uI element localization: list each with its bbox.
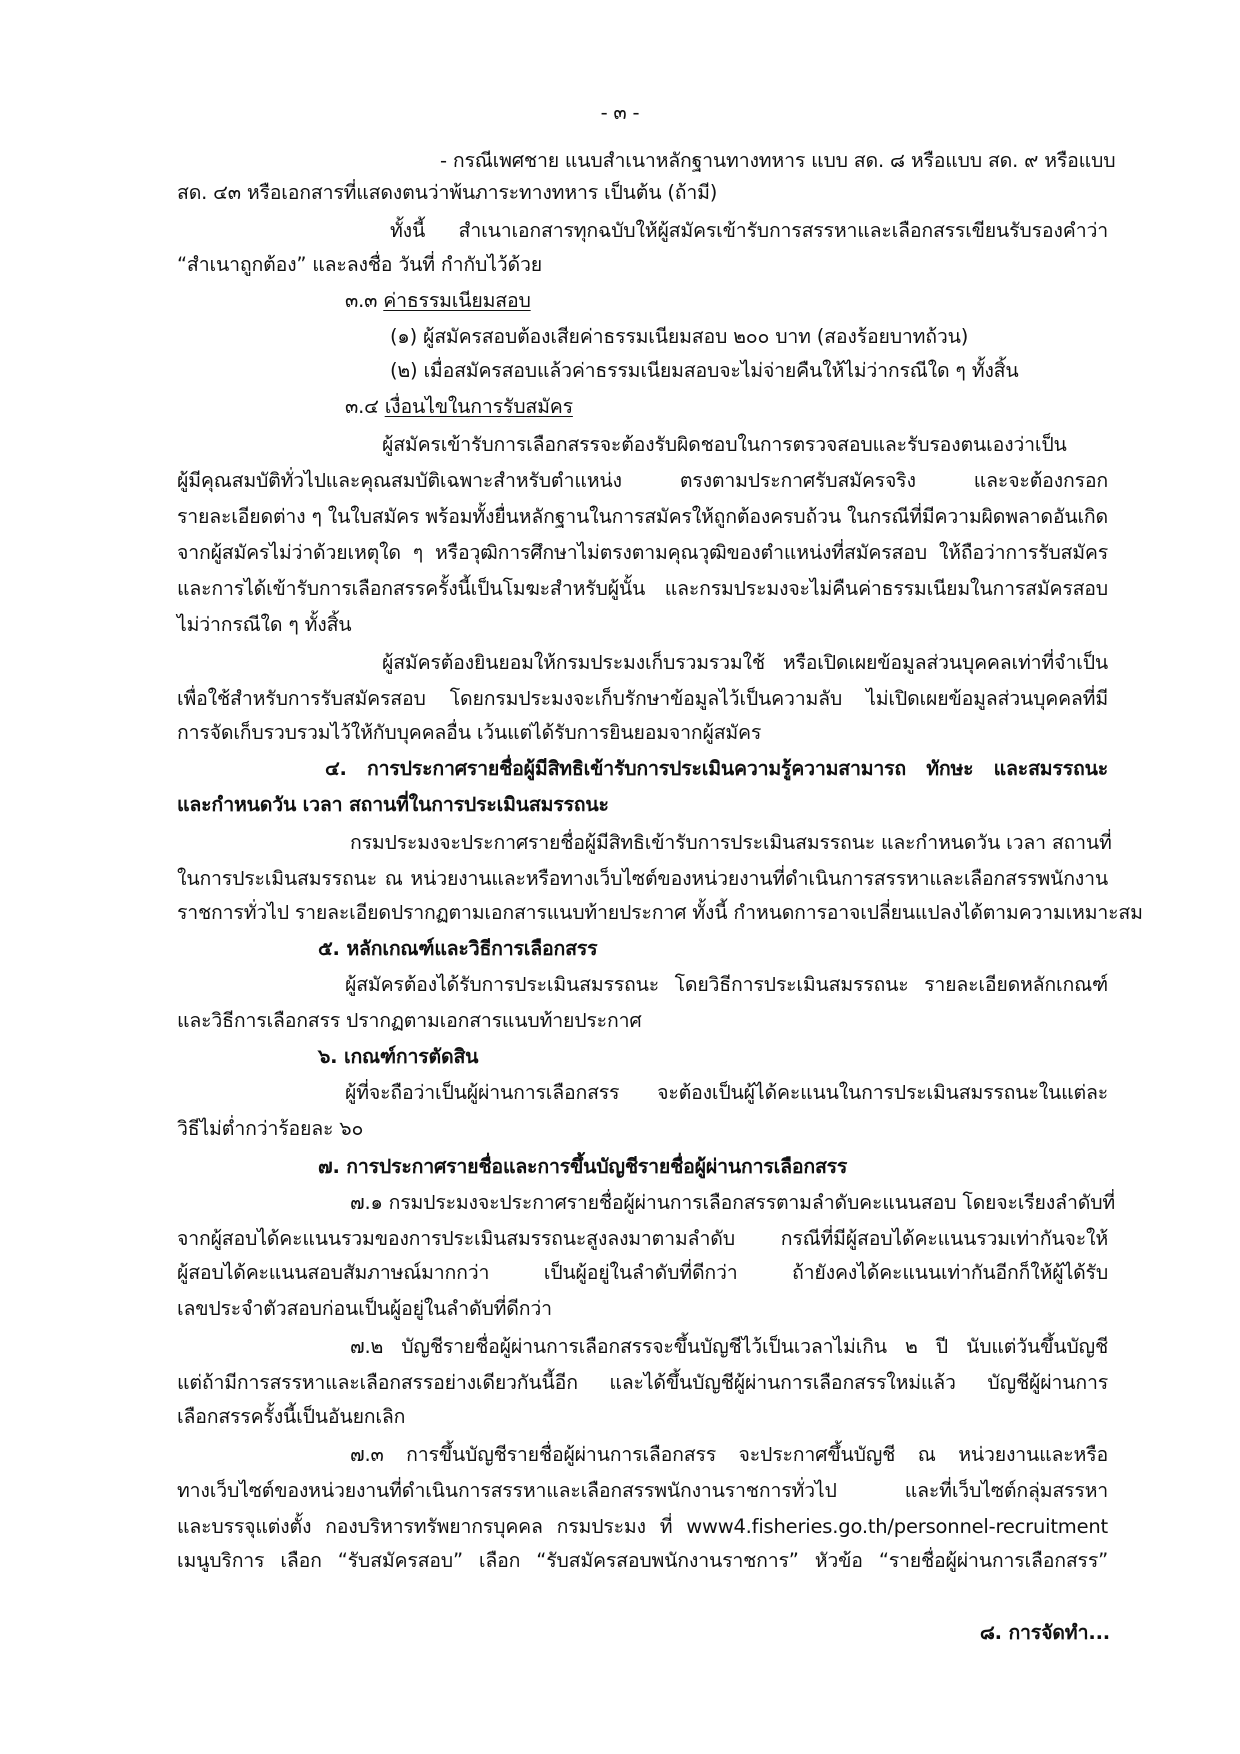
paragraph-line: แต่ถ้ามีการสรรหาและเลือกสรรอย่างเดียวกันนี้อีก และได้ขึ้นบัญชีผู้ผ่านการเลือกสรรใหม่แล้ว บัญชีผู้ผ่านการ xyxy=(177,1371,1108,1394)
paragraph-line: การจัดเก็บรวบรวมไว้ให้กับบุคคลอื่น เว้นแต่ได้รับการยินยอมจากผู้สมัคร xyxy=(177,721,762,744)
paragraph-line: เลขประจำตัวสอบก่อนเป็นผู้อยู่ในลำดับที่ดีกว่า xyxy=(177,1297,552,1320)
subsection-number: ๓.๓ xyxy=(345,289,384,312)
paragraph-line: - กรณีเพศชาย แนบสำเนาหลักฐานทางทหาร แบบ สด. ๘ หรือแบบ สด. ๙ หรือแบบ xyxy=(440,149,1116,172)
section-heading-5: ๕. หลักเกณฑ์และวิธีการเลือกสรร xyxy=(318,937,598,960)
page-number: - ๓ - xyxy=(600,101,640,124)
continuation-marker: ๘. การจัดทำ... xyxy=(979,1621,1110,1644)
subsection-title: เงื่อนไขในการรับสมัคร xyxy=(384,395,573,418)
paragraph-line: และการได้เข้ารับการเลือกสรรครั้งนี้เป็นโมฆะสำหรับผู้นั้น และกรมประมงจะไม่คืนค่าธรรมเนียมในการสมัครสอบ xyxy=(177,577,1108,600)
paragraph-line: และบรรจุแต่งตั้ง กองบริหารทรัพยากรบุคคล กรมประมง ที่ www4.fisheries.go.th/personnel-recruitment xyxy=(177,1515,1108,1538)
paragraph-line: ๗.๑ กรมประมงจะประกาศรายชื่อผู้ผ่านการเลือกสรรตามลำดับคะแนนสอบ โดยจะเรียงลำดับที่ xyxy=(350,1191,1116,1214)
paragraph-line: ในการประเมินสมรรถนะ ณ หน่วยงานและหรือทางเว็บไซต์ของหน่วยงานที่ดำเนินการสรรหาและเลือกสรรพนักงาน xyxy=(177,867,1108,890)
paragraph-line: “สำเนาถูกต้อง” และลงชื่อ วันที่ กำกับไว้ด้วย xyxy=(177,253,542,276)
paragraph-line: ผู้สมัครเข้ารับการเลือกสรรจะต้องรับผิดชอบในการตรวจสอบและรับรองตนเองว่าเป็น xyxy=(382,433,1067,456)
paragraph-line: ๗.๒ บัญชีรายชื่อผู้ผ่านการเลือกสรรจะขึ้นบัญชีไว้เป็นเวลาไม่เกิน ๒ ปี นับแต่วันขึ้นบัญชี xyxy=(350,1335,1108,1358)
paragraph-line: รายละเอียดต่าง ๆ ในใบสมัคร พร้อมทั้งยื่นหลักฐานในการสมัครให้ถูกต้องครบถ้วน ในกรณีที่มีความผิดพลาดอันเกิด xyxy=(177,505,1108,528)
paragraph-line: ราชการทั่วไป รายละเอียดปรากฏตามเอกสารแนบท้ายประกาศ ทั้งนี้ กำหนดการอาจเปลี่ยนแปลงได้ตามความเหมาะสม xyxy=(177,901,1143,924)
paragraph-line: ไม่ว่ากรณีใด ๆ ทั้งสิ้น xyxy=(177,613,352,636)
paragraph-line: ทั้งนี้ สำเนาเอกสารทุกฉบับให้ผู้สมัครเข้ารับการสรรหาและเลือกสรรเขียนรับรองคำว่า xyxy=(390,219,1108,242)
subsection-title: ค่าธรรมเนียมสอบ xyxy=(383,289,531,312)
paragraph-line: จากผู้สอบได้คะแนนรวมของการประเมินสมรรถนะสูงลงมาตามลำดับ กรณีที่มีผู้สอบได้คะแนนรวมเท่ากันจะให้ xyxy=(177,1227,1108,1250)
paragraph-line: เลือกสรรครั้งนี้เป็นอันยกเลิก xyxy=(177,1405,406,1428)
paragraph-line: เพื่อใช้สำหรับการรับสมัครสอบ โดยกรมประมงจะเก็บรักษาข้อมูลไว้เป็นความลับ ไม่เปิดเผยข้อมูลส่วนบุคคลที่มี xyxy=(177,687,1108,710)
section-heading-6: ๖. เกณฑ์การตัดสิน xyxy=(318,1045,479,1068)
paragraph-line: วิธีไม่ต่ำกว่าร้อยละ ๖๐ xyxy=(177,1117,364,1140)
paragraph-line: สด. ๔๓ หรือเอกสารที่แสดงตนว่าพ้นภาระทางทหาร เป็นต้น (ถ้ามี) xyxy=(177,181,718,204)
paragraph-line: จากผู้สมัครไม่ว่าด้วยเหตุใด ๆ หรือวุฒิการศึกษาไม่ตรงตามคุณวุฒิของตำแหน่งที่สมัครสอบ ให้ถือว่าการรับสมัคร xyxy=(177,541,1108,564)
subsection-heading-3-4 xyxy=(345,392,573,422)
paragraph-line: ๗.๓ การขึ้นบัญชีรายชื่อผู้ผ่านการเลือกสรร จะประกาศขึ้นบัญชี ณ หน่วยงานและหรือ xyxy=(350,1443,1108,1466)
paragraph-line: ผู้สอบได้คะแนนสอบสัมภาษณ์มากกว่า เป็นผู้อยู่ในลำดับที่ดีกว่า ถ้ายังคงได้คะแนนเท่ากันอีกก็ให้ผู้ได้รับ xyxy=(177,1261,1108,1284)
section-heading-4-cont: และกำหนดวัน เวลา สถานที่ในการประเมินสมรรถนะ xyxy=(177,793,609,816)
list-item: (๑) ผู้สมัครสอบต้องเสียค่าธรรมเนียมสอบ ๒๐๐ บาท (สองร้อยบาทถ้วน) xyxy=(390,325,969,348)
paragraph-line: ทางเว็บไซต์ของหน่วยงานที่ดำเนินการสรรหาและเลือกสรรพนักงานราชการทั่วไป และที่เว็บไซต์กลุ่มสรรหา xyxy=(177,1479,1108,1502)
section-heading-7: ๗. การประกาศรายชื่อและการขึ้นบัญชีรายชื่อผู้ผ่านการเลือกสรร xyxy=(318,1155,848,1178)
paragraph-line: ผู้ที่จะถือว่าเป็นผู้ผ่านการเลือกสรร จะต้องเป็นผู้ได้คะแนนในการประเมินสมรรถนะในแต่ละ xyxy=(345,1081,1108,1104)
subsection-heading-3-3 xyxy=(345,286,531,316)
paragraph-line: กรมประมงจะประกาศรายชื่อผู้มีสิทธิเข้ารับการประเมินสมรรถนะ และกำหนดวัน เวลา สถานที่ xyxy=(350,831,1112,854)
paragraph-line: และวิธีการเลือกสรร ปรากฏตามเอกสารแนบท้ายประกาศ xyxy=(177,1009,642,1032)
paragraph-line: ผู้มีคุณสมบัติทั่วไปและคุณสมบัติเฉพาะสำหรับตำแหน่ง ตรงตามประกาศรับสมัครจริง และจะต้องกรอก xyxy=(177,469,1108,492)
subsection-number: ๓.๔ xyxy=(345,395,385,418)
list-item: (๒) เมื่อสมัครสอบแล้วค่าธรรมเนียมสอบจะไม่จ่ายคืนให้ไม่ว่ากรณีใด ๆ ทั้งสิ้น xyxy=(390,359,1019,382)
paragraph-line: เมนูบริการ เลือก “รับสมัครสอบ” เลือก “รับสมัครสอบพนักงานราชการ” หัวข้อ “รายชื่อผู้ผ่านการเลือกสรร” xyxy=(177,1549,1108,1572)
paragraph-line: ผู้สมัครต้องได้รับการประเมินสมรรถนะ โดยวิธีการประเมินสมรรถนะ รายละเอียดหลักเกณฑ์ xyxy=(345,973,1108,996)
paragraph-line: ผู้สมัครต้องยินยอมให้กรมประมงเก็บรวมรวมใช้ หรือเปิดเผยข้อมูลส่วนบุคคลเท่าที่จำเป็น xyxy=(382,651,1108,674)
section-heading-4: ๔. การประกาศรายชื่อผู้มีสิทธิเข้ารับการประเมินความรู้ความสามารถ ทักษะ และสมรรถนะ xyxy=(325,757,1108,780)
